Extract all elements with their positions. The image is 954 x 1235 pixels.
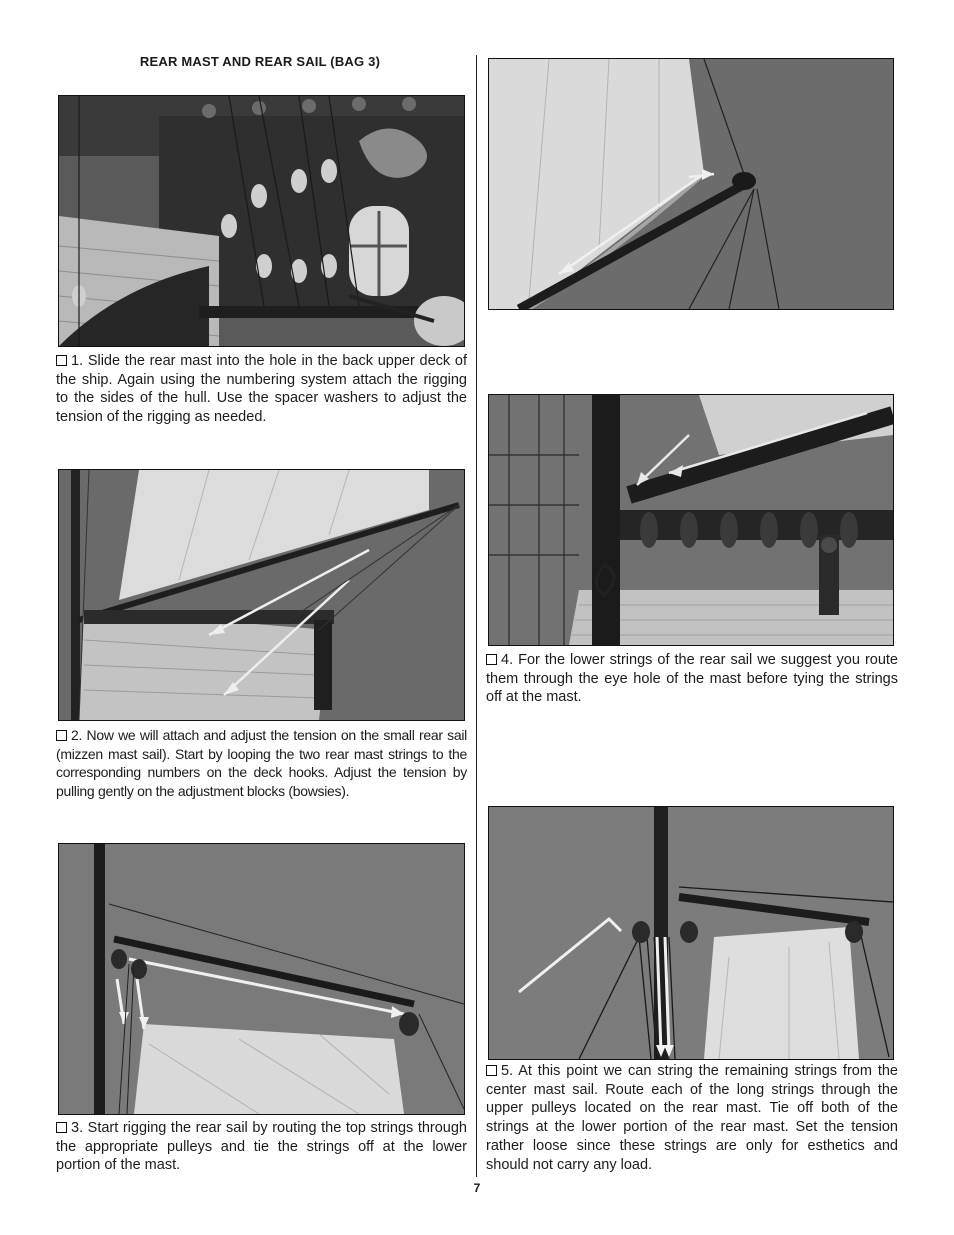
checkbox-icon[interactable] [56,355,67,366]
checkbox-icon[interactable] [56,1122,67,1133]
column-divider [476,55,477,1177]
step-3-text: 3. Start rigging the rear sail by routing the top strings through the appropriate pulleys and tie the strings off at the lower portion of the mast. [56,1120,467,1174]
step-5-text: 5. At this point we can string the remaining strings from the center mast sail. Route each of the long strings through the upper pulleys located on the rear mast. Tie off both of the strings at the lower portion of the rear mast. Set the tension rather loose since these strings are only for esthetics and should not carry any load. [486,1063,898,1173]
step-4-text: 4. For the lower strings of the rear sail we suggest you route them through the eye hole of the mast before tying the strings off at the mast. [486,652,898,706]
photo-hull-rigging [58,95,465,347]
section-heading: REAR MAST AND REAR SAIL (BAG 3) [139,54,381,69]
step-1-text: 1. Slide the rear mast into the hole in the back upper deck of the ship. Again using the numbering system attach the rigging to the sides of the hull. Use the spacer washers to adjust the tension of the rigging as needed. [56,353,467,426]
step-2-text: 2. Now we will attach and adjust the tension on the small rear sail (mizzen mast sail). Start by looping the two rear mast strings to the corresponding numbers on the deck hooks. Adjust the tension by pulling gently on the adjustment blocks (bowsies). [56,727,467,800]
photo-center-mast-strings [488,806,894,1060]
checkbox-icon[interactable] [486,1065,497,1076]
page-number: 7 [473,1181,481,1195]
checkbox-icon[interactable] [56,730,67,741]
photo-mast-eye-hole [488,394,894,646]
checkbox-icon[interactable] [486,654,497,665]
photo-sail-corner [488,58,894,310]
photo-rear-sail-top [58,843,465,1115]
photo-mizzen-sail [58,469,465,721]
